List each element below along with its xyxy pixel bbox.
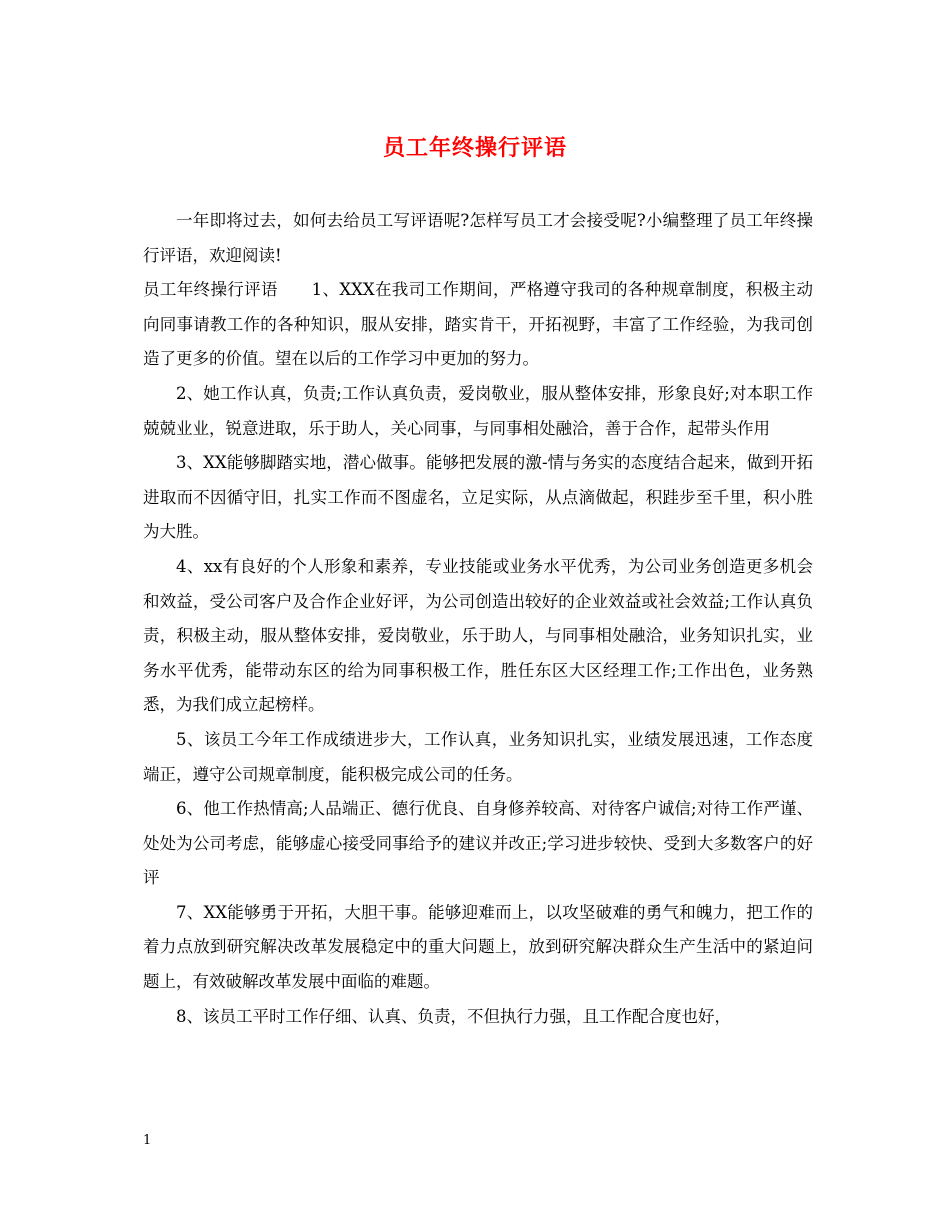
paragraph-intro: 一年即将过去，如何去给员工写评语呢?怎样写员工才会接受呢?小编整理了员工年终操行评语，欢迎阅读!	[143, 211, 813, 265]
paragraph-4: 4、xx有良好的个人形象和素养，专业技能或业务水平优秀，为公司业务创造更多机会和效益，受公司客户及合作企业好评，为公司创造出较好的企业效益或社会效益;工作认真负责，积极主动，服从整体安排，爱岗敬业，乐于助人，与同事相处融洽，业务知识扎实，业务水平优秀，能带动东区的给为同事积极工作，胜任东区大区经理工作;工作出色，业务熟悉，为我们成立起榜样。	[143, 556, 813, 715]
paragraph-3: 3、XX能够脚踏实地，潜心做事。能够把发展的激-情与务实的态度结合起来，做到开拓进取而不因循守旧，扎实工作而不图虚名，立足实际，从点滴做起，积跬步至千里，积小胜为大胜。	[143, 453, 813, 542]
paragraph-5: 5、该员工今年工作成绩进步大，工作认真，业务知识扎实，业绩发展迅速，工作态度端正，遵守公司规章制度，能积极完成公司的任务。	[143, 729, 813, 784]
page-number: 1	[143, 1133, 152, 1148]
paragraph-1: 员工年终操行评语 1、XXX在我司工作期间，严格遵守我司的各种规章制度，积极主动向同事请教工作的各种知识，服从安排，踏实肯干，开拓视野，丰富了工作经验，为我司创造了更多的价值。望在以后的工作学习中更加的努力。	[143, 280, 813, 369]
document-title: 员工年终操行评语	[382, 135, 567, 161]
paragraph-8: 8、该员工平时工作仔细、认真、负责，不但执行力强，且工作配合度也好，	[176, 1006, 731, 1026]
paragraph-6: 6、他工作热情高;人品端正、德行优良、自身修养较高、对待客户诚信;对待工作严谨、处处为公司考虑，能够虚心接受同事给予的建议并改正;学习进步较快、受到大多数客户的好评	[143, 799, 813, 888]
paragraph-2: 2、她工作认真，负责;工作认真负责，爱岗敬业，服从整体安排，形象良好;对本职工作兢兢业业，锐意进取，乐于助人，关心同事，与同事相处融洽，善于合作，起带头作用	[143, 383, 813, 438]
paragraph-7: 7、XX能够勇于开拓，大胆干事。能够迎难而上，以攻坚破难的勇气和魄力，把工作的着力点放到研究解决改革发展稳定中的重大问题上，放到研究解决群众生产生活中的紧迫问题上，有效破解改革发展中面临的难题。	[143, 902, 813, 992]
document-body	[143, 204, 813, 1034]
